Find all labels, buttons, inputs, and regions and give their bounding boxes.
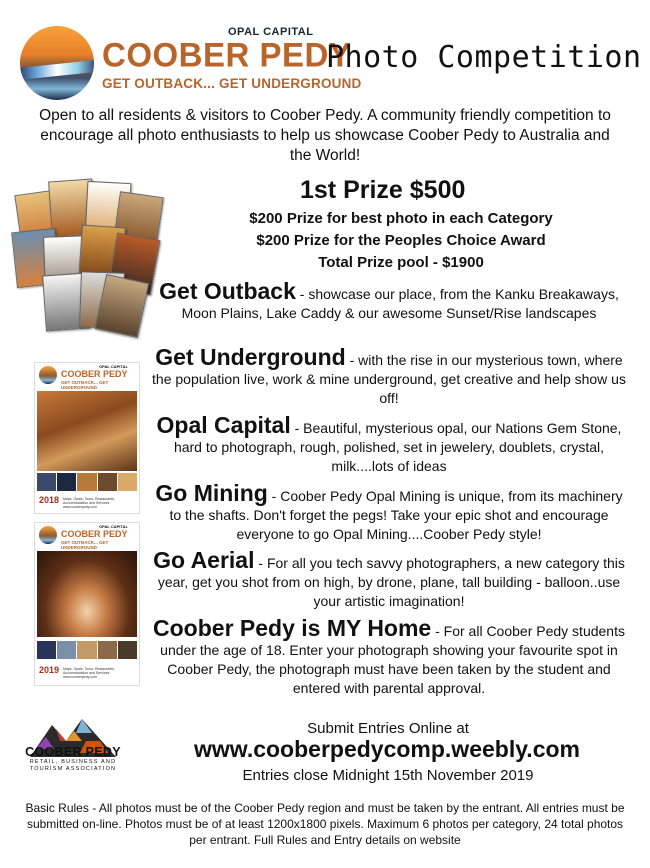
calendar-title: COOBER PEDY <box>61 369 128 379</box>
first-prize: 1st Prize $500 <box>300 176 466 204</box>
logo-tagline: GET OUTBACK... GET UNDERGROUND <box>102 76 362 91</box>
calendar-tagline: GET OUTBACK... GET UNDERGROUND <box>61 380 109 390</box>
category-description: - For all Coober Pedy students under the age of 18. Enter your photograph showing your favourite spot in Coober Pedy, the photograph must have been taken by the student and entered with parental approval. <box>160 623 625 696</box>
association-name: COOBER PEDY <box>25 745 121 759</box>
category-prize: $200 Prize for best photo in each Category <box>249 210 553 227</box>
category-description: - showcase our place, from the Kanku Breakaways, Moon Plains, Lake Caddy & our awesome Sunset/Rise landscapes <box>181 286 619 321</box>
calendar-opal-capital: OPAL CAPITAL <box>99 524 128 529</box>
total-prize-pool: Total Prize pool - $1900 <box>318 254 484 271</box>
calendar-logo-icon <box>39 526 57 544</box>
website-link[interactable]: www.cooberpedycomp.weebly.com <box>194 736 580 762</box>
sunset-logo-icon <box>20 26 94 100</box>
intro-text: Open to all residents & visitors to Coober Pedy. A community friendly competition to encourage all photo enthusiasts to help us showcase Coober Pedy to Australia and the World! <box>39 107 611 164</box>
category-title: Go Mining <box>155 480 268 506</box>
calendar-caption: Maps, Opals, Tours, Restaurants, Accommodation and Services www.cooberpedy.com <box>63 667 115 679</box>
logo-wordmark: COOBER PEDY <box>102 35 352 74</box>
category-coober-pedy-is-my-home <box>152 615 626 698</box>
category-go-aerial <box>152 547 626 611</box>
category-description: - For all you tech savvy photographers, a new category this year, get you shot from on high, by drone, plane, tall building - balloon..use your artistic imagination! <box>157 555 625 609</box>
category-get-outback <box>152 278 626 323</box>
calendar-caption: Maps, Opals, Tours, Restaurants, Accommodation and Services www.cooberpedy.com <box>63 497 115 509</box>
calendar-year: 2018 <box>39 495 60 505</box>
category-opal-capital <box>152 412 626 476</box>
category-description: - Beautiful, mysterious opal, our Nations Gem Stone, hard to photograph, rough, polished, set in jewelery, doublets, crystal, milk....lots of ideas <box>173 420 622 474</box>
cave-photo <box>37 551 137 637</box>
magazine-stack-image <box>14 178 162 328</box>
association-subtitle-2: TOURISM ASSOCIATION <box>29 766 117 772</box>
calendar-year: 2019 <box>39 665 60 675</box>
category-title: Get Underground <box>155 344 346 370</box>
calendar-title: COOBER PEDY <box>61 529 128 539</box>
calendar-opal-capital: OPAL CAPITAL <box>99 364 128 369</box>
page-title: Photo Competition <box>326 40 642 75</box>
calendar-tagline: GET OUTBACK... GET UNDERGROUND <box>61 540 109 550</box>
calendar-2018-image <box>34 362 140 514</box>
association-subtitle-1: RETAIL, BUSINESS AND <box>29 759 117 765</box>
category-get-underground <box>152 344 626 408</box>
peoples-choice-prize: $200 Prize for the Peoples Choice Award <box>256 232 546 249</box>
category-description: - Coober Pedy Opal Mining is unique, from its machinery to the shafts. Don't forget the pegs! Take your epic shot and encourage everyone to go Opal Mining....Coober Pedy style! <box>169 488 623 542</box>
miners-photo <box>37 391 137 471</box>
category-title: Opal Capital <box>156 412 291 438</box>
category-go-mining <box>152 480 626 544</box>
calendar-2019-image <box>34 522 140 686</box>
calendar-logo-icon <box>39 366 57 384</box>
category-title: Get Outback <box>159 278 296 304</box>
category-description: - with the rise in our mysterious town, where the population live, work & mine underground, get creative and help show us off! <box>152 352 626 406</box>
submit-label: Submit Entries Online at <box>307 720 469 737</box>
basic-rules: Basic Rules - All photos must be of the Coober Pedy region and must be taken by the entrant. All entries must be submitted on-line. Photos must be of at least 1200x1800 pixels. Maximum 6 photos per category, 24 total photos per entrant. Full Rules and Entry details on website <box>25 801 625 847</box>
entry-deadline: Entries close Midnight 15th November 2019 <box>242 767 534 784</box>
category-title: Coober Pedy is MY Home <box>153 615 432 641</box>
logo-opal-capital: OPAL CAPITAL <box>228 26 314 38</box>
association-text <box>18 745 128 773</box>
category-title: Go Aerial <box>153 547 255 573</box>
